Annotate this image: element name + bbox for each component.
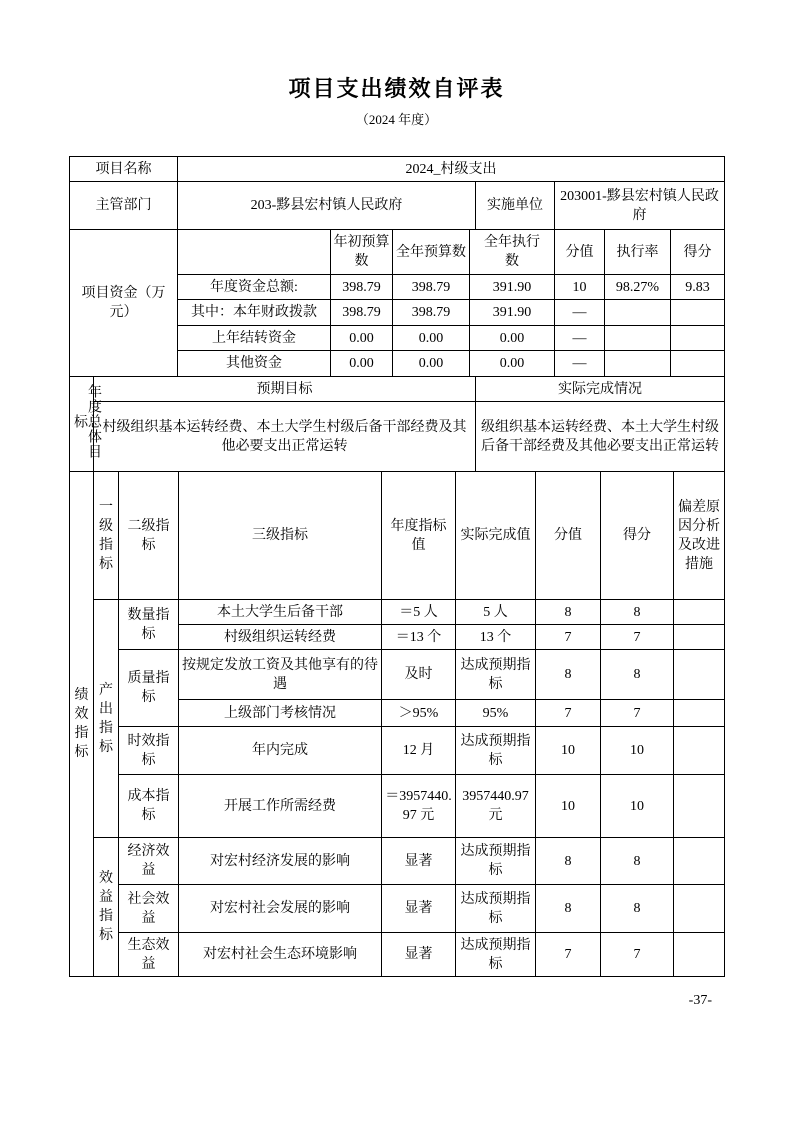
funds-header-score-value: 分值	[555, 230, 605, 275]
funds-executed: 391.90	[470, 275, 555, 300]
indicator-score: 7	[601, 933, 674, 977]
indicator-score: 7	[601, 700, 674, 727]
project-name-value: 2024_村级支出	[178, 157, 725, 182]
indicator-deviation	[674, 727, 725, 775]
indicators-header-level2: 二级指标	[119, 472, 179, 600]
indicator-score: 8	[601, 650, 674, 700]
page-subtitle: （2024 年度）	[355, 112, 438, 127]
indicator-name: 本土大学生后备干部	[179, 600, 382, 625]
indicators-header-level1: 一级指标	[94, 472, 119, 600]
indicator-deviation	[674, 700, 725, 727]
table-row	[70, 650, 725, 700]
funds-annual: 398.79	[393, 300, 470, 326]
level2-quantity: 数量指标	[119, 600, 179, 650]
page-number: -37-	[688, 993, 712, 1008]
indicators-header-target: 年度指标值	[382, 472, 456, 600]
indicator-score: 8	[601, 885, 674, 933]
funds-corner-cell	[178, 230, 331, 275]
indicator-target: ＞95%	[382, 700, 456, 727]
table-row	[70, 885, 725, 933]
indicator-deviation	[674, 650, 725, 700]
funds-row-label: 上年结转资金	[178, 326, 331, 351]
indicator-score: 10	[601, 775, 674, 838]
indicator-score-value: 7	[536, 933, 601, 977]
level2-quality: 质量指标	[119, 650, 179, 727]
indicator-score: 8	[601, 600, 674, 625]
funds-executed: 391.90	[470, 300, 555, 326]
funds-rate	[605, 326, 671, 351]
indicator-target: ＝5 人	[382, 600, 456, 625]
funds-score-value: —	[555, 326, 605, 351]
funds-annual: 0.00	[393, 326, 470, 351]
funds-initial: 0.00	[331, 351, 393, 377]
indicator-deviation	[674, 625, 725, 650]
indicator-name: 对宏村社会发展的影响	[179, 885, 382, 933]
funds-rate	[605, 351, 671, 377]
indicators-header-deviation: 偏差原因分析及改进措施	[674, 472, 725, 600]
goals-section-label-text: 年度总体目标	[72, 383, 101, 459]
impl-value: 203001-黟县宏村镇人民政府	[555, 182, 725, 230]
funds-initial: 398.79	[331, 275, 393, 300]
indicator-actual: 达成预期指标	[456, 650, 536, 700]
indicators-section-label: 绩效指标	[70, 472, 94, 977]
indicator-target: 显著	[382, 933, 456, 977]
indicator-target: ＝3957440.97 元	[382, 775, 456, 838]
funds-executed: 0.00	[470, 351, 555, 377]
indicator-actual: 达成预期指标	[456, 838, 536, 885]
goals-section-label	[70, 377, 101, 472]
indicators-header-score: 得分	[601, 472, 674, 600]
indicator-target: 显著	[382, 885, 456, 933]
indicator-target: 12 月	[382, 727, 456, 775]
indicator-name: 对宏村社会生态环境影响	[179, 933, 382, 977]
info-table	[69, 156, 725, 230]
indicator-actual: 3957440.97 元	[456, 775, 536, 838]
goals-actual-text: 级组织基本运转经费、本土大学生村级后备干部经费及其他必要支出正常运转	[476, 402, 725, 472]
indicator-name: 年内完成	[179, 727, 382, 775]
table-row	[70, 775, 725, 838]
funds-table	[69, 229, 725, 377]
indicator-score: 8	[601, 838, 674, 885]
indicator-actual: 达成预期指标	[456, 727, 536, 775]
indicator-name: 开展工作所需经费	[179, 775, 382, 838]
goals-table	[69, 376, 725, 472]
indicator-score-value: 7	[536, 625, 601, 650]
goals-expected-text: 村级组织基本运转经费、本土大学生村级后备干部经费及其他必要支出正常运转	[94, 402, 476, 472]
indicator-deviation	[674, 885, 725, 933]
funds-header-initial: 年初预算数	[331, 230, 393, 275]
goals-actual-header: 实际完成情况	[476, 377, 725, 402]
project-name-label: 项目名称	[70, 157, 178, 182]
indicator-score-value: 10	[536, 727, 601, 775]
indicator-score-value: 8	[536, 600, 601, 625]
indicator-score-value: 8	[536, 885, 601, 933]
indicator-target: ＝13 个	[382, 625, 456, 650]
indicator-name: 按规定发放工资及其他享有的待遇	[179, 650, 382, 700]
funds-row-label: 年度资金总额:	[178, 275, 331, 300]
level2-timeliness: 时效指标	[119, 727, 179, 775]
funds-executed: 0.00	[470, 326, 555, 351]
funds-rate: 98.27%	[605, 275, 671, 300]
funds-header-annual: 全年预算数	[393, 230, 470, 275]
indicator-score: 7	[601, 625, 674, 650]
indicator-deviation	[674, 775, 725, 838]
funds-section-label: 项目资金（万元）	[70, 230, 178, 377]
funds-annual: 0.00	[393, 351, 470, 377]
indicator-target: 显著	[382, 838, 456, 885]
indicator-name: 对宏村经济发展的影响	[179, 838, 382, 885]
indicator-actual: 达成预期指标	[456, 933, 536, 977]
funds-header-executed: 全年执行数	[470, 230, 555, 275]
funds-row-label: 其中：本年财政拨款	[178, 300, 331, 326]
group-benefit: 效益指标	[94, 838, 119, 977]
indicator-name: 村级组织运转经费	[179, 625, 382, 650]
funds-score	[671, 300, 725, 326]
impl-label: 实施单位	[476, 182, 555, 230]
funds-row-label: 其他资金	[178, 351, 331, 377]
funds-initial: 398.79	[331, 300, 393, 326]
indicator-deviation	[674, 838, 725, 885]
indicator-score-value: 10	[536, 775, 601, 838]
indicator-actual: 95%	[456, 700, 536, 727]
funds-annual: 398.79	[393, 275, 470, 300]
table-row	[70, 727, 725, 775]
indicator-score-value: 7	[536, 700, 601, 727]
table-row	[70, 838, 725, 885]
level2-economic: 经济效益	[119, 838, 179, 885]
level2-cost: 成本指标	[119, 775, 179, 838]
indicator-actual: 5 人	[456, 600, 536, 625]
funds-initial: 0.00	[331, 326, 393, 351]
indicator-deviation	[674, 600, 725, 625]
indicators-header-actual: 实际完成值	[456, 472, 536, 600]
level2-ecological: 生态效益	[119, 933, 179, 977]
document-page	[69, 0, 724, 1009]
goals-expected-header: 预期目标	[94, 377, 476, 402]
indicator-score: 10	[601, 727, 674, 775]
funds-score: 9.83	[671, 275, 725, 300]
indicator-deviation	[674, 933, 725, 977]
indicator-actual: 13 个	[456, 625, 536, 650]
indicators-table	[69, 471, 725, 977]
table-row	[70, 933, 725, 977]
dept-value: 203-黟县宏村镇人民政府	[178, 182, 476, 230]
level2-social: 社会效益	[119, 885, 179, 933]
indicators-header-level3: 三级指标	[179, 472, 382, 600]
funds-header-rate: 执行率	[605, 230, 671, 275]
group-output: 产出指标	[94, 600, 119, 838]
indicators-header-score-value: 分值	[536, 472, 601, 600]
funds-score-value: —	[555, 351, 605, 377]
funds-score	[671, 326, 725, 351]
funds-score	[671, 351, 725, 377]
indicator-score-value: 8	[536, 838, 601, 885]
indicator-name: 上级部门考核情况	[179, 700, 382, 727]
dept-label: 主管部门	[70, 182, 178, 230]
indicator-target: 及时	[382, 650, 456, 700]
table-row	[70, 600, 725, 625]
page-title: 项目支出绩效自评表	[288, 76, 505, 101]
funds-header-score: 得分	[671, 230, 725, 275]
funds-score-value: 10	[555, 275, 605, 300]
indicator-score-value: 8	[536, 650, 601, 700]
indicator-actual: 达成预期指标	[456, 885, 536, 933]
funds-rate	[605, 300, 671, 326]
funds-score-value: —	[555, 300, 605, 326]
